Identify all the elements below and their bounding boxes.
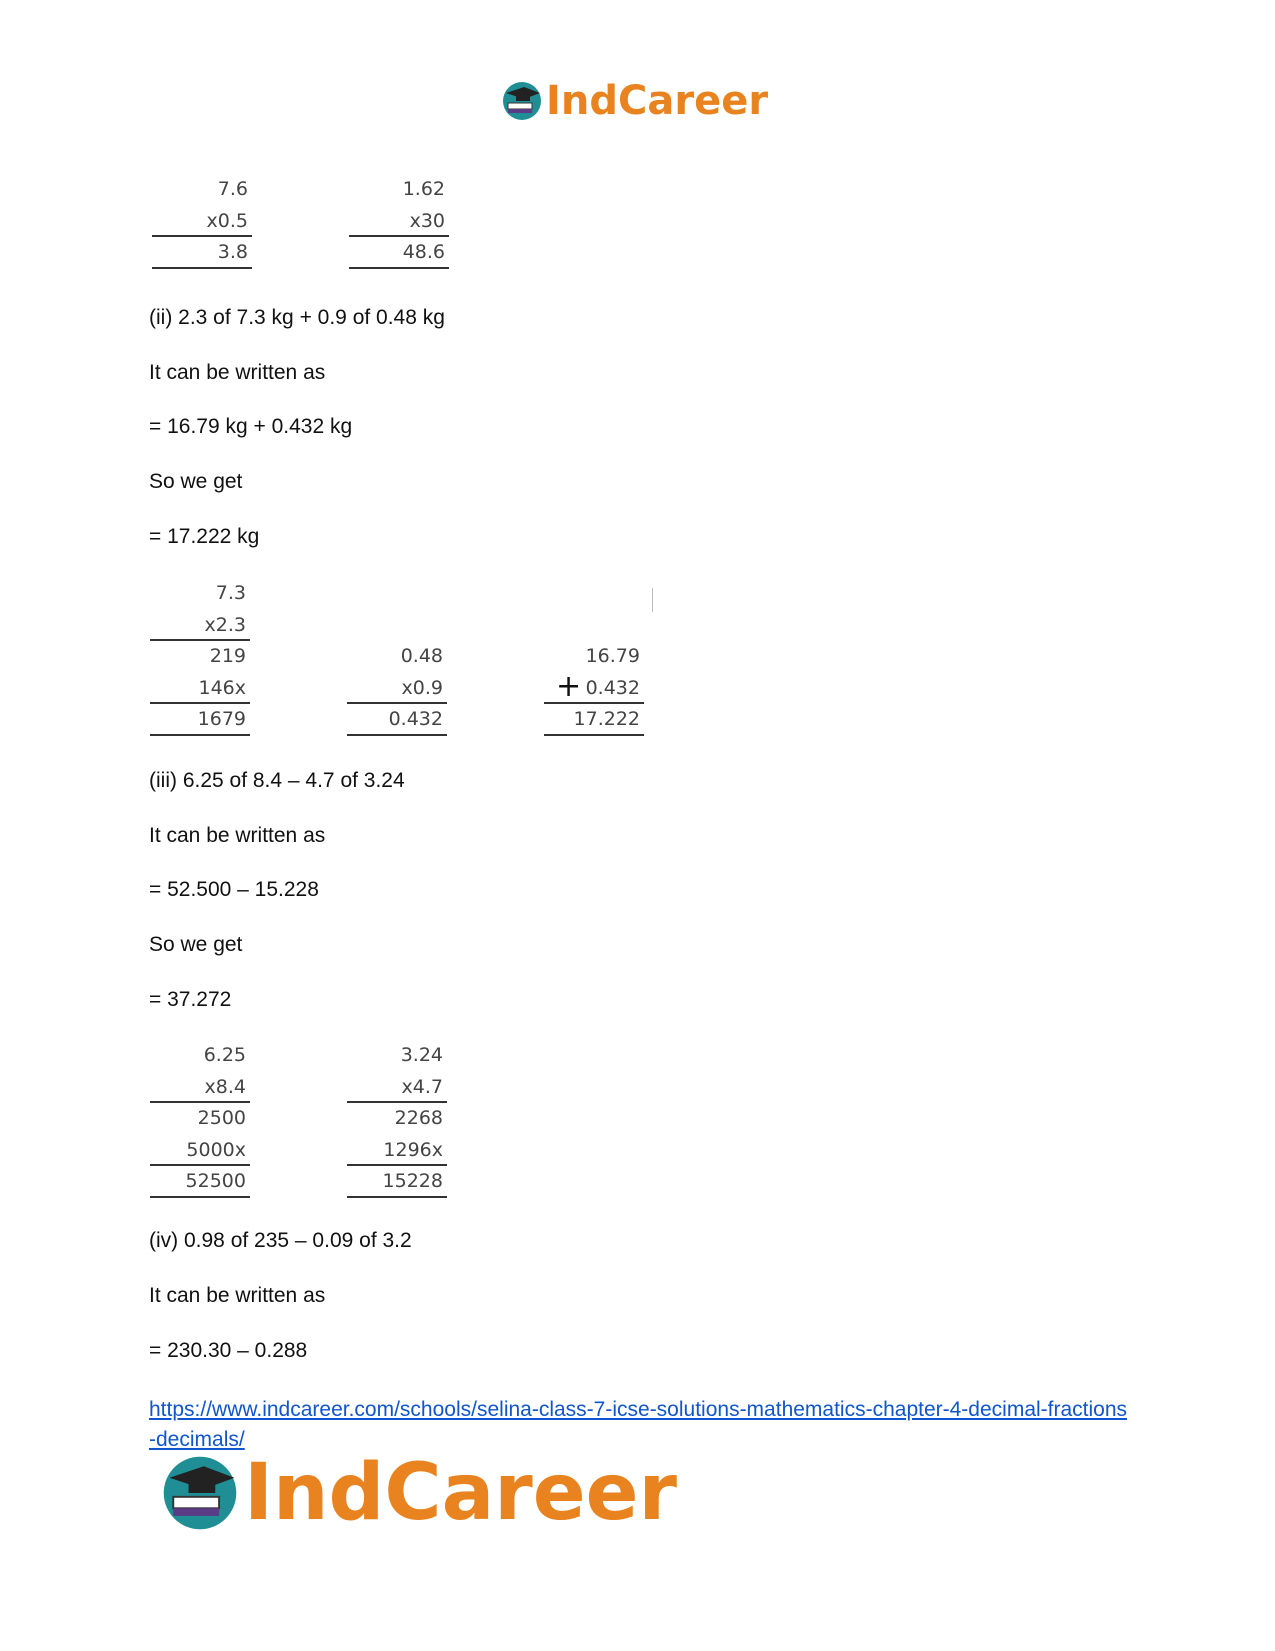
calc-row: x8.4 xyxy=(150,1072,250,1104)
calc-row: 7.6 xyxy=(217,178,248,200)
question-iii: (iii) 6.25 of 8.4 – 4.7 of 3.24 xyxy=(149,769,405,792)
calc-row: x30 xyxy=(349,206,449,238)
calc-row: 7.3 xyxy=(215,582,246,604)
calc-row xyxy=(544,668,644,705)
text-line: = 230.30 – 0.288 xyxy=(149,1339,308,1362)
text-line: = 52.500 – 15.228 xyxy=(149,878,319,901)
divider xyxy=(652,588,653,612)
calc-row: 52500 xyxy=(150,1166,250,1198)
calc-row: 1.62 xyxy=(402,178,445,200)
calc-block-7-3 xyxy=(150,578,250,736)
text-line: It can be written as xyxy=(149,824,326,847)
calc-row: 2268 xyxy=(394,1107,443,1129)
calc-row: x0.5 xyxy=(152,206,252,238)
calc-row: 3.8 xyxy=(152,237,252,269)
footer-logo xyxy=(158,1448,677,1538)
text-line: It can be written as xyxy=(149,361,326,384)
calc-row: 48.6 xyxy=(349,237,449,269)
calc-row: 15228 xyxy=(347,1166,447,1198)
calc-row: x0.9 xyxy=(347,673,447,705)
calc-row: x4.7 xyxy=(347,1072,447,1104)
plus-icon: + xyxy=(556,668,582,704)
footer-logo-text: IndCareer xyxy=(244,1448,677,1538)
source-link[interactable]: https://www.indcareer.com/schools/selina-class-7-icse-solutions-mathematics-chapter-4-decimal-fractions-decimals/ xyxy=(149,1398,1128,1451)
question-ii: (ii) 2.3 of 7.3 kg + 0.9 of 0.48 kg xyxy=(149,306,445,329)
calc-row: 16.79 xyxy=(585,645,640,667)
calc-row: 1296x xyxy=(347,1135,447,1167)
calc-row: 219 xyxy=(209,645,246,667)
header-logo xyxy=(500,78,768,124)
text-line: It can be written as xyxy=(149,1284,326,1307)
calc-row: 2500 xyxy=(197,1107,246,1129)
graduation-cap-book-icon xyxy=(500,79,544,123)
calc-block-7-6 xyxy=(152,174,252,269)
text-line: So we get xyxy=(149,470,243,493)
calc-row: 5000x xyxy=(150,1135,250,1167)
calc-row: 146x xyxy=(150,673,250,705)
text-line: = 17.222 kg xyxy=(149,525,260,548)
calc-row: 1679 xyxy=(150,704,250,736)
calc-row: 3.24 xyxy=(400,1044,443,1066)
calc-block-addition xyxy=(544,641,644,736)
calc-row: 6.25 xyxy=(203,1044,246,1066)
text-line: So we get xyxy=(149,933,243,956)
calc-row: x2.3 xyxy=(150,610,250,642)
calc-row: 17.222 xyxy=(544,704,644,736)
text-line: = 16.79 kg + 0.432 kg xyxy=(149,415,353,438)
calc-row-value: 0.432 xyxy=(585,676,640,699)
calc-block-1-62 xyxy=(349,174,449,269)
calc-block-0-48 xyxy=(347,641,447,736)
text-line: = 37.272 xyxy=(149,988,232,1011)
calc-block-6-25 xyxy=(150,1040,250,1198)
question-iv: (iv) 0.98 of 235 – 0.09 of 3.2 xyxy=(149,1229,412,1252)
header-logo-text: IndCareer xyxy=(546,78,769,124)
calc-row: 0.48 xyxy=(400,645,443,667)
calc-block-3-24 xyxy=(347,1040,447,1198)
graduation-cap-book-icon xyxy=(158,1451,242,1535)
calc-row: 0.432 xyxy=(347,704,447,736)
